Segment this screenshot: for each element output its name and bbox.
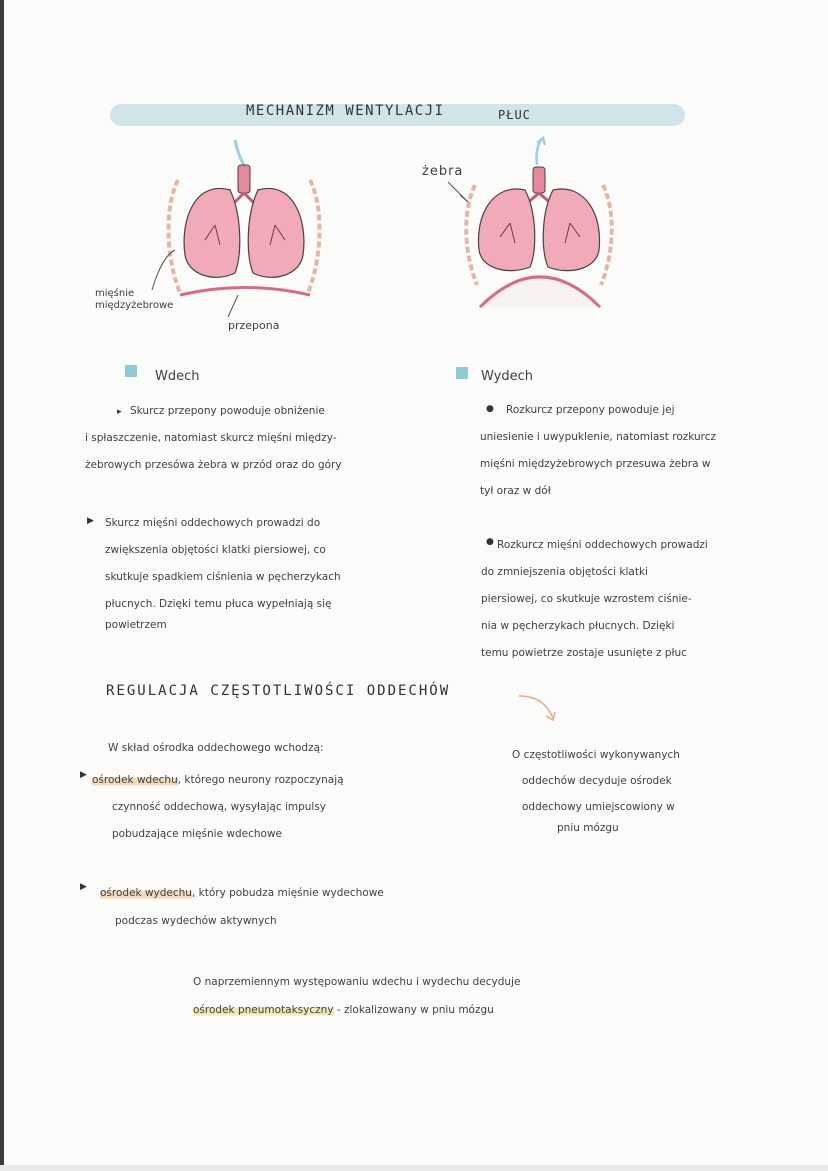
text-line: O częstotliwości wykonywanych [512,749,680,761]
text-line: zwiększenia objętości klatki piersiowej, co [105,544,326,556]
osrodek-wdechu-rest: , którego neurony rozpoczynają [177,774,344,786]
label-przepona: przepona [228,319,280,332]
right-ribs [601,185,612,285]
wydech-marker-square [456,367,468,379]
wydech-paragraph-1 [480,397,810,505]
bullet-icon: ● [486,404,494,414]
page-edge-bottom [0,1165,828,1171]
text-line: Skurcz przepony powoduje obniżenie [130,405,325,417]
page-title-part2: PŁUC [498,108,531,122]
text-line: Rozkurcz mięśni oddechowych prowadzi [497,539,708,551]
text-line: oddechów decyduje ośrodek [522,775,672,787]
osrodek-wdechu-highlight: ośrodek wdechu [92,774,178,786]
wydech-heading: Wydech [481,369,533,384]
pointer-miesnie [152,250,175,290]
regulacja-intro: W skład ośrodka oddechowego wchodzą: [108,742,324,754]
osrodek-pneumotaksyczny-highlight: ośrodek pneumotaksyczny [193,1004,334,1016]
arrow-curved-icon [515,690,565,730]
osrodek-wydechu-highlight: ośrodek wydechu [100,887,192,899]
pneumo-rest: - zlokalizowany w pniu mózgu [336,1004,494,1016]
text-line: i spłaszczenie, natomiast skurcz mięśni między- [85,432,337,444]
text-line: płucnych. Dzięki temu płuca wypełniają się [105,598,332,610]
text-line: uniesienie i uwypuklenie, natomiast rozkurcz [480,431,717,443]
text-line: pniu mózgu [557,822,619,834]
text-line: temu powietrze zostaje usunięte z płuc [481,647,687,659]
wdech-heading: Wdech [155,369,200,384]
bullet-icon: ▶ [80,882,87,892]
text-line: powietrzem [105,619,167,631]
text-line: nia w pęcherzykach płucnych. Dzięki [481,620,675,632]
text-line: tył oraz w dół [480,485,551,497]
bullet-icon: ▶ [80,770,87,780]
wdech-paragraph-1 [85,398,435,479]
pneumo-line [193,996,520,1024]
label-miesnie-line1: mięśnie [95,288,135,299]
osrodek-wydechu-rest: , który pobudza mięśnie wydechowe [191,887,384,899]
pointer-zebra-line [446,180,476,210]
bullet-icon: ● [486,537,494,547]
osrodek-wydechu-line1 [100,879,384,907]
czestotliwosc-block [512,742,680,836]
bullet-icon: ▶ [87,516,94,526]
label-miesnie [95,288,173,311]
page-title: MECHANIZM WENTYLACJI [246,103,445,119]
page-edge-left [0,0,4,1171]
osrodek-pneumotaksyczny-block [193,968,520,1024]
text-line: żebrowych przesówa żebra w przód oraz do góry [85,459,342,471]
right-lung [543,189,599,271]
text-line: pobudzające mięśnie wdechowe [112,828,282,840]
text-line: mięśni międzyżebrowych przesuwa żebra w [480,458,711,470]
bullet-icon: ▸ [117,407,122,417]
text-line: Skurcz mięśni oddechowych prowadzi do [105,517,321,529]
label-miesnie-line2: międzyżebrowe [95,299,174,311]
wdech-marker-square [125,365,137,377]
trachea [533,167,545,193]
text-line: oddechowy umiejscowiony w [522,801,675,813]
text-line: do zmniejszenia objętości klatki [481,566,648,578]
wdech-paragraph-2 [105,510,435,632]
text-line: podczas wydechów aktywnych [115,915,277,927]
text-line: piersiowej, co skutkuje wzrostem ciśnie- [481,593,692,605]
osrodek-wydechu-block [100,879,384,935]
osrodek-wdechu-block [92,767,344,848]
osrodek-wdechu-line1 [92,767,344,794]
text-line: skutkuje spadkiem ciśnienia w pęcherzykach [105,571,341,583]
text-line: czynność oddechową, wysyłając impulsy [112,801,327,813]
text-line: O naprzemiennym występowaniu wdechu i wydechu decyduje [193,976,521,988]
text-line: Rozkurcz przepony powoduje jej [506,404,675,416]
regulacja-heading: REGULACJA CZĘSTOTLIWOŚCI ODDECHÓW [106,683,451,699]
label-pointers [130,160,490,305]
airflow-out-icon [537,138,546,165]
label-zebra: żebra [422,164,464,179]
wydech-paragraph-2 [481,532,811,667]
